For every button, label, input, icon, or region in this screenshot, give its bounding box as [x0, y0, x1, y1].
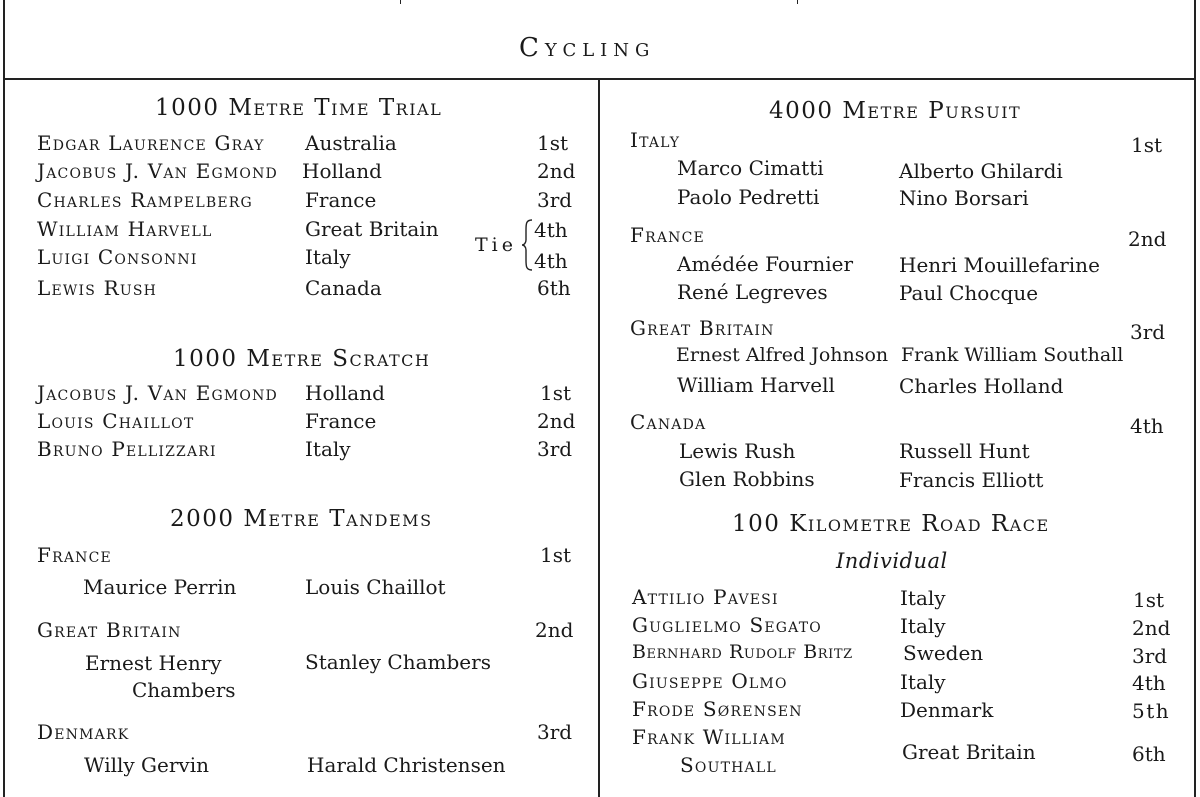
time-trial-heading: 1000 Metre Time Trial — [155, 95, 443, 121]
road-race-name: Giuseppe Olmo — [632, 669, 788, 693]
rider-name: Willy Gervin — [84, 753, 209, 777]
page-title: Cycling — [519, 33, 656, 63]
road-race-subheading: Individual — [836, 549, 948, 573]
road-race-country: Italy — [900, 670, 946, 694]
road-race-name: Attilio Pavesi — [632, 585, 779, 609]
road-race-name: Guglielmo Segato — [632, 613, 822, 637]
rider-name: Lewis Rush — [679, 439, 796, 463]
scratch-place: 1st — [540, 381, 572, 405]
time-trial-name: Luigi Consonni — [37, 245, 198, 269]
rider-name: William Harvell — [677, 373, 835, 397]
time-trial-place: 3rd — [537, 188, 573, 212]
scratch-name: Jacobus J. Van Egmond — [37, 381, 278, 405]
road-race-country: Great Britain — [902, 740, 1036, 764]
team-country: Canada — [630, 410, 707, 434]
rider-name: Frank William Southall — [901, 344, 1124, 366]
scratch-country: France — [305, 409, 377, 433]
rider-name: Henri Mouillefarine — [899, 253, 1100, 277]
team-place: 2nd — [1128, 227, 1167, 251]
tandems-heading: 2000 Metre Tandems — [170, 506, 433, 532]
rider-name: Russell Hunt — [899, 439, 1030, 463]
team-place: 4th — [1130, 414, 1164, 438]
time-trial-name: Edgar Laurence Gray — [37, 131, 265, 155]
road-race-name: Bernhard Rudolf Britz — [632, 641, 853, 663]
road-race-place: 3rd — [1132, 644, 1168, 668]
rider-name: Alberto Ghilardi — [899, 159, 1063, 183]
time-trial-place: 4th — [534, 218, 568, 242]
road-race-place: 6th — [1132, 742, 1166, 766]
rider-name: Amédée Fournier — [677, 252, 854, 276]
scratch-country: Italy — [305, 437, 351, 461]
rider-name: René Legreves — [677, 280, 828, 304]
rider-name: Francis Elliott — [899, 468, 1044, 492]
road-race-place: 2nd — [1132, 616, 1171, 640]
team-place: 1st — [540, 543, 572, 567]
scratch-heading: 1000 Metre Scratch — [173, 346, 431, 372]
frame-left-border — [3, 80, 5, 797]
road-race-place: 5th — [1132, 699, 1171, 723]
time-trial-country: Holland — [302, 159, 382, 183]
team-country: Italy — [630, 128, 681, 152]
time-trial-country: France — [305, 188, 377, 212]
road-race-place: 4th — [1132, 671, 1166, 695]
time-trial-name: Charles Rampelberg — [37, 188, 253, 212]
tie-label: Tie — [475, 234, 517, 256]
team-place: 2nd — [535, 618, 574, 642]
road-race-name: Frank William — [632, 725, 786, 749]
rider-name-continued: Chambers — [132, 678, 236, 702]
scratch-name: Louis Chaillot — [37, 409, 195, 433]
time-trial-place: 4th — [534, 249, 568, 273]
rider-name: Marco Cimatti — [677, 156, 824, 180]
team-country: Great Britain — [630, 316, 775, 340]
time-trial-place: 6th — [537, 276, 571, 300]
team-country: France — [37, 543, 112, 567]
time-trial-place: 2nd — [537, 159, 576, 183]
road-race-country: Italy — [900, 614, 946, 638]
rider-name: Maurice Perrin — [83, 575, 237, 599]
rider-name: Paolo Pedretti — [677, 185, 820, 209]
rider-name: Harald Christensen — [307, 753, 506, 777]
time-trial-name: William Harvell — [37, 217, 213, 241]
road-race-country: Denmark — [900, 698, 994, 722]
rider-name: Stanley Chambers — [305, 650, 491, 674]
scratch-place: 3rd — [537, 437, 573, 461]
team-country: Great Britain — [37, 618, 182, 642]
road-race-place: 1st — [1133, 588, 1165, 612]
team-country: France — [630, 223, 705, 247]
time-trial-country: Australia — [305, 131, 397, 155]
tie-brace — [521, 218, 535, 272]
road-race-country: Sweden — [903, 641, 984, 665]
team-place: 3rd — [1130, 320, 1166, 344]
rider-name: Charles Holland — [899, 374, 1064, 398]
time-trial-name: Lewis Rush — [37, 276, 158, 300]
rider-name: Ernest Alfred Johnson — [676, 344, 889, 366]
scratch-name: Bruno Pellizzari — [37, 437, 217, 461]
time-trial-country: Great Britain — [305, 217, 439, 241]
road-race-country: Italy — [900, 586, 946, 610]
rider-name: Louis Chaillot — [305, 575, 446, 599]
rider-name: Paul Chocque — [899, 281, 1039, 305]
rider-name: Nino Borsari — [899, 186, 1029, 210]
time-trial-place: 1st — [537, 131, 569, 155]
rider-name: Glen Robbins — [679, 467, 815, 491]
road-race-name: Frode Sørensen — [632, 697, 803, 721]
rider-name: Ernest Henry — [85, 651, 222, 675]
team-place: 3rd — [537, 720, 573, 744]
time-trial-country: Canada — [305, 276, 382, 300]
scratch-place: 2nd — [537, 409, 576, 433]
road-race-name-continued: Southall — [680, 753, 777, 777]
team-place: 1st — [1131, 133, 1163, 157]
time-trial-name: Jacobus J. Van Egmond — [37, 159, 278, 183]
time-trial-country: Italy — [305, 245, 351, 269]
road-race-heading: 100 Kilometre Road Race — [732, 511, 1050, 537]
scratch-country: Holland — [305, 381, 385, 405]
column-divider — [598, 80, 600, 797]
frame-right-border — [1194, 80, 1196, 797]
pursuit-heading: 4000 Metre Pursuit — [769, 98, 1022, 124]
team-country: Denmark — [37, 720, 130, 744]
